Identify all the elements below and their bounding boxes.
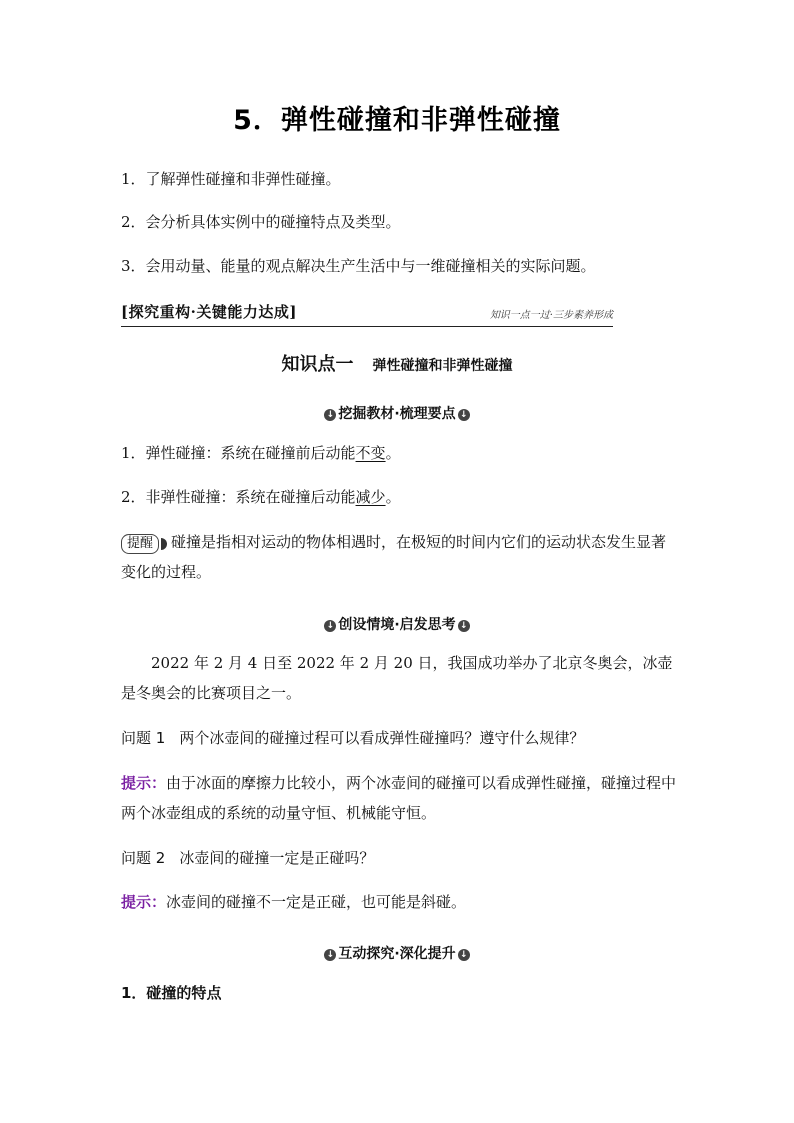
hint-text: 由于冰面的摩擦力比较小，两个冰壶间的碰撞可以看成弹性碰撞，碰撞过程中两个冰壶组成的系统的动量守恒、机械能守恒。: [121, 774, 677, 822]
definition-text: 2．非弹性碰撞：系统在碰撞后动能: [121, 488, 356, 506]
banner-divider: [121, 326, 613, 327]
chevron-down-icon: ↓: [458, 409, 470, 421]
definition-inelastic: [121, 482, 681, 512]
banner-title: [探究重构·关键能力达成]: [121, 303, 297, 321]
question-label: 问题 2: [121, 849, 166, 867]
section-heading-label: 互动探究·深化提升: [338, 946, 456, 962]
knowledge-point-number: 知识点一: [281, 354, 354, 375]
question-text: 冰壶间的碰撞一定是正碰吗？: [179, 849, 375, 867]
hint-text: 冰壶间的碰撞不一定是正碰，也可能是斜碰。: [166, 893, 467, 911]
question-text: 两个冰壶间的碰撞过程可以看成弹性碰撞吗？遵守什么规律？: [179, 729, 585, 747]
definition-key: 减少: [355, 488, 386, 506]
knowledge-point-name: 弹性碰撞和非弹性碰撞: [372, 358, 513, 374]
objective-1: 1．了解弹性碰撞和非弹性碰撞。: [121, 170, 341, 188]
definition-key: 不变: [355, 444, 386, 462]
hint-label: 提示：: [121, 893, 167, 911]
hint-label: 提示：: [121, 774, 167, 792]
tip-badge: 提醒: [121, 534, 159, 554]
section-heading-textbook: [0, 403, 794, 423]
section-heading-scenario: [0, 614, 794, 634]
chevron-down-icon: ↓: [458, 949, 470, 961]
definition-end: 。: [385, 488, 401, 506]
question-label: 问题 1: [121, 729, 166, 747]
chevron-down-icon: ↓: [324, 949, 336, 961]
answer-2: [121, 887, 681, 917]
definition-end: 。: [385, 444, 401, 462]
answer-1: [121, 768, 681, 828]
chevron-down-icon: ↓: [324, 409, 336, 421]
subheading-collision-features: 1．碰撞的特点: [121, 984, 222, 1002]
tip-text: 碰撞是指相对运动的物体相遇时，在极短的时间内它们的运动状态发生显著变化的过程。: [121, 533, 667, 581]
definition-elastic: [121, 438, 681, 468]
definition-text: 1．弹性碰撞：系统在碰撞前后动能: [121, 444, 356, 462]
section-heading-label: 挖掘教材·梳理要点: [338, 406, 456, 422]
question-2: [121, 843, 681, 873]
page-title: 5．弹性碰撞和非弹性碰撞: [233, 105, 561, 136]
knowledge-point-title: [0, 350, 794, 376]
banner-subtitle: 知识一点一过·三步素养形成: [489, 310, 613, 321]
tip-paragraph: [121, 527, 681, 587]
section-heading-interactive: [0, 943, 794, 963]
chevron-down-icon: ↓: [324, 620, 336, 632]
chevron-down-icon: ↓: [458, 620, 470, 632]
section-banner: [121, 301, 613, 325]
question-1: [121, 723, 681, 753]
objective-2: 2．会分析具体实例中的碰撞特点及类型。: [121, 213, 401, 231]
section-heading-label: 创设情境·启发思考: [338, 617, 456, 633]
scenario-intro: 2022 年 2 月 4 日至 2022 年 2 月 20 日，我国成功举办了北京冬奥会，冰壶是冬奥会的比赛项目之一。: [121, 654, 673, 702]
objective-3: 3．会用动量、能量的观点解决生产生活中与一维碰撞相关的实际问题。: [121, 257, 596, 275]
